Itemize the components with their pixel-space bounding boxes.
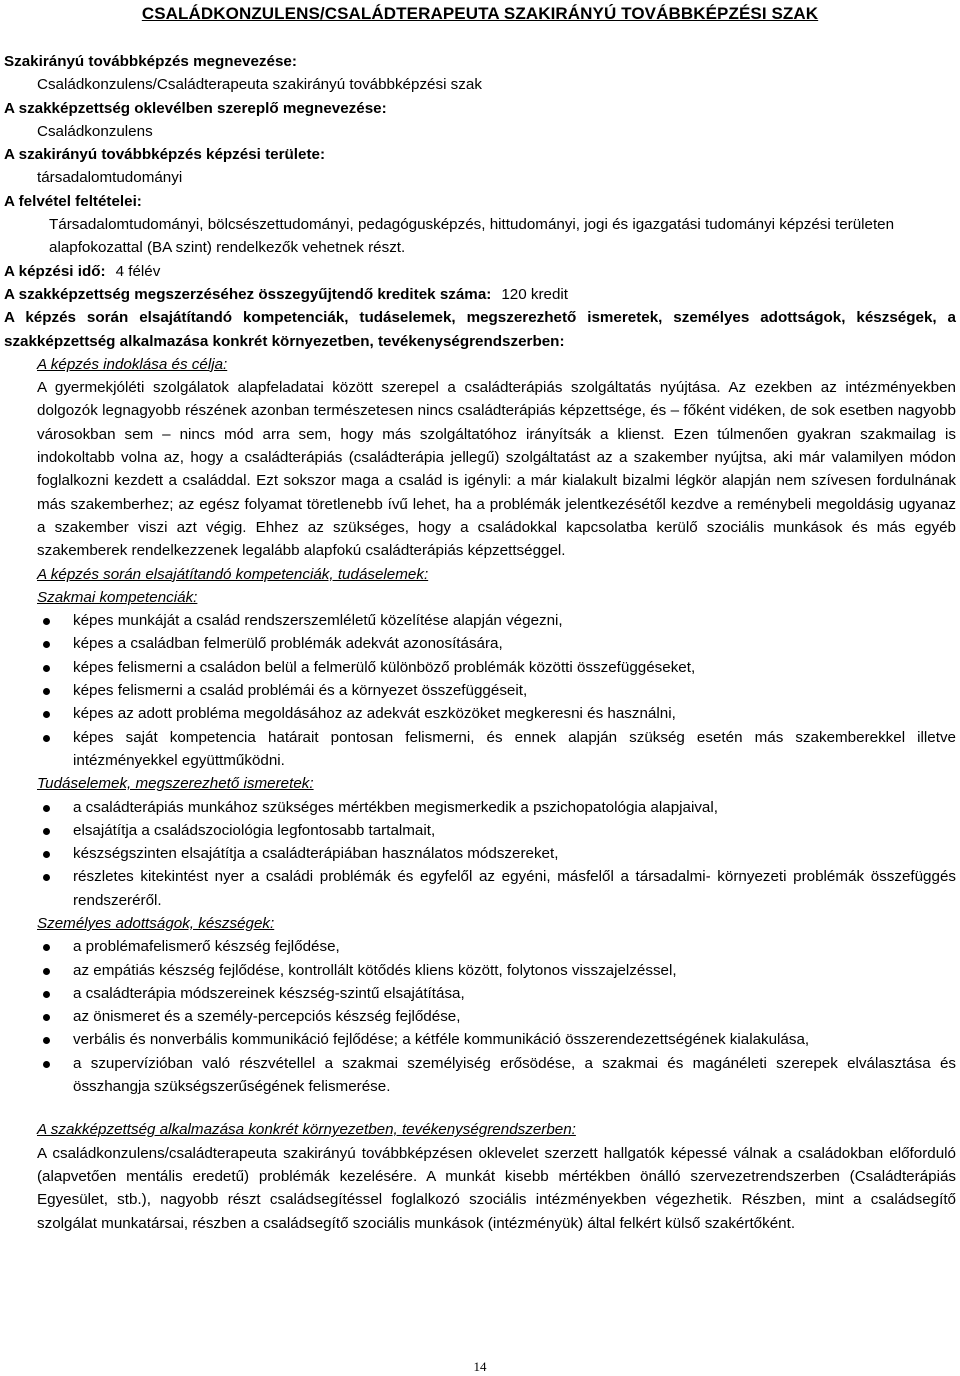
list-item: képes felismerni a családon belül a felmerülő különböző problémák közötti összefüggéseket,	[73, 656, 956, 679]
list-item: a problémafelismerő készség fejlődése,	[73, 935, 956, 958]
professional-competencies-heading: Szakmai kompetenciák:	[37, 588, 198, 606]
knowledge-heading: Tudáselemek, megszerezhető ismeretek:	[37, 775, 314, 793]
list-item: képes saját kompetencia határait pontosan felismerni, és ennek alapján szükség esetén más szakemberekkel illetve intézményekkel együttműködni.	[73, 726, 956, 773]
credits-value: 120 kredit	[501, 285, 569, 303]
list-item: elsajátítja a családszociológia legfontosabb tartalmait,	[73, 819, 956, 842]
duration-value: 4 félév	[115, 262, 161, 280]
credits-row	[4, 283, 956, 306]
program-name-value: Családkonzulens/Családterapeuta szakirányú továbbképzési szak	[37, 76, 482, 94]
application-text: A családkonzulens/családterapeuta szakirányú továbbképzésen oklevelet szerzett hallgatók képessé válnak a családokban előforduló (alapvetően mentális eredetű) problémák kezelésére. A munkát kisebb mértékben önálló szervezetrendszerben (Családterápiás Egyesület, stb.), nagyobb részt családsegítéssel foglalkozó szociális intézményekben végezhetik. Részben, mint a családsegítő szolgálat munkatársai, részben a családsegítő szociális munkások (intézményük) által felkért külső szakértőként.	[37, 1144, 956, 1232]
list-item: a családterápia módszereinek készség-szintű elsajátítása,	[73, 982, 956, 1005]
section-spacer	[4, 1098, 956, 1118]
knowledge-list	[4, 796, 956, 912]
document-title: CSALÁDKONZULENS/CSALÁDTERAPEUTA SZAKIRÁNYÚ TOVÁBBKÉPZÉSI SZAK	[141, 4, 819, 23]
personal-skills-heading: Személyes adottságok, készségek:	[37, 914, 275, 932]
duration-label: A képzési idő:	[4, 262, 106, 280]
list-item: részletes kitekintést nyer a családi problémák és egyfelől az egyéni, másfelől a társadalmi- környezeti problémák összefüggés rendszeréről.	[73, 865, 956, 912]
purpose-heading: A képzés indoklása és célja:	[37, 355, 228, 373]
document-body	[4, 50, 956, 1235]
list-item: képes munkáját a család rendszerszemléletű közelítése alapján végezni,	[73, 609, 956, 632]
admission-value: Társadalomtudományi, bölcsészettudományi, pedagógusképzés, hittudományi, jogi és igazgatási tudományi képzési területen alapfokozattal (BA szint) rendelkezők vehetnek részt.	[49, 216, 895, 257]
training-field-value: társadalomtudományi	[37, 169, 183, 187]
list-item: képes az adott probléma megoldásához az adekvát eszközöket megkeresni és használni,	[73, 702, 956, 725]
list-item: a szupervízióban való részvétellel a szakmai személyiség erősödése, a szakmai és magánéleti szerepek elválasztása és összhangja szükségszerűségének felismerése.	[73, 1052, 956, 1099]
page-number: 14	[473, 1359, 487, 1374]
program-name-label: Szakirányú továbbképzés megnevezése:	[4, 53, 297, 70]
admission-label: A felvétel feltételei:	[4, 192, 142, 210]
purpose-text: A gyermekjóléti szolgálatok alapfeladatai között szerepel a családterápiás szolgáltatás nyújtása. Az ezekben az intézményekben dolgozók legnagyobb részének azonban természetesen nincs családterápiás képzettsége, és – főként vidéken, de sok esetben nagyobb városokban sem – nincs mód arra sem, hogy más szolgáltatóhoz irányítsák a klienst. Ezen túlmenően gyakran szakmailag is indokoltabb volna az, hogy a családterápiás (családterápia jellegű) szolgáltatást az a szakember nyújtsa, aki már valamilyen módon foglalkozni kezdett a családdal. Ezt sokszor maga a család is igényli: a már kialakult bizalmi légkör alapján nem szívesen fordulnának más szakemberhez; az egész folyamat töretlenebb ívű lehet, ha a problémák jelentkezésétől kezdve a reménybeli megoldásig ugyanaz a szakember viszi azt végig. Ehhez az szükséges, hogy a családokkal kapcsolatba kerülő szociális munkások és más egyéb szakemberek rendelkezzenek legalább alapfokú családterápiás képzettséggel.	[37, 379, 956, 560]
professional-competencies-list	[4, 609, 956, 772]
training-field-label: A szakirányú továbbképzés képzési területe:	[4, 146, 326, 164]
list-item: verbális és nonverbális kommunikáció fejlődése; a kétféle kommunikáció összerendezettségének kialakulása,	[73, 1028, 956, 1051]
list-item: a családterápiás munkához szükséges mértékben megismerkedik a pszichopatológia alapjaival,	[73, 796, 956, 819]
application-heading: A szakképzettség alkalmazása konkrét környezetben, tevékenységrendszerben:	[37, 1121, 576, 1139]
list-item: képes a családban felmerülő problémák adekvát azonosítására,	[73, 632, 956, 655]
competencies-heading: A képzés során elsajátítandó kompetenciák, tudáselemek:	[37, 565, 429, 583]
personal-skills-list	[4, 935, 956, 1098]
diploma-name-value: Családkonzulens	[37, 122, 153, 140]
list-item: az empátiás készség fejlődése, kontrollált kötődés kliens között, folytonos visszajelzéssel,	[73, 959, 956, 982]
duration-row	[4, 260, 956, 283]
competencies-main-heading: A képzés során elsajátítandó kompetenciák, tudáselemek, megszerezhető ismeretek, személyes adottságok, készségek, a szakképzettség alkalmazása konkrét környezetben, tevékenységrendszerben:	[4, 309, 956, 350]
list-item: az önismeret és a személy-percepciós készség fejlődése,	[73, 1005, 956, 1028]
list-item: képes felismerni a család problémái és a környezet összefüggéseit,	[73, 679, 956, 702]
diploma-name-label: A szakképzettség oklevélben szereplő megnevezése:	[4, 99, 387, 117]
credits-label: A szakképzettség megszerzéséhez összegyűjtendő kreditek száma:	[4, 285, 492, 303]
list-item: készségszinten elsajátítja a családterápiában használatos módszereket,	[73, 842, 956, 865]
